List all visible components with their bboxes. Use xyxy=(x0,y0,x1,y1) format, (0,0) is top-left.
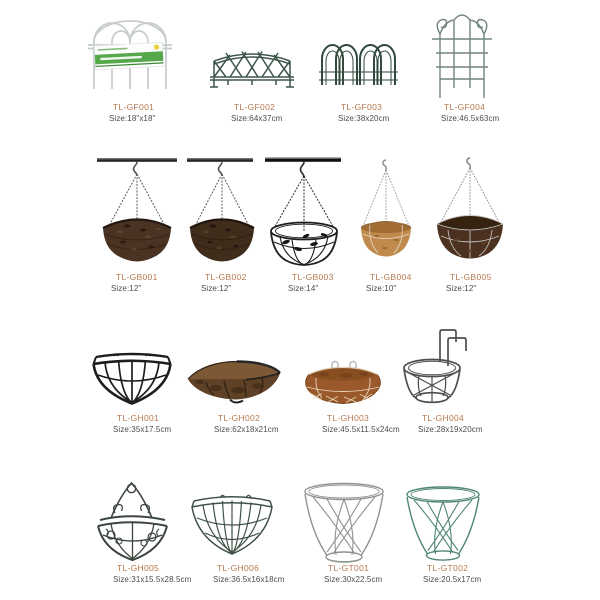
product-size: Size:10" xyxy=(366,284,397,293)
product-size: Size:46.5x63cm xyxy=(441,114,500,123)
product-size: Size:12" xyxy=(201,284,232,293)
scroll-wall-basket-wire-image xyxy=(94,476,172,564)
product-code: TL-GB003 xyxy=(292,272,334,282)
product-code: TL-GH005 xyxy=(117,563,160,573)
product-cell-tl-gt001 xyxy=(302,480,386,585)
product-cell-tl-gt002 xyxy=(404,484,482,585)
hanging-basket-coco-image xyxy=(96,156,178,268)
product-size: Size:14" xyxy=(288,284,319,293)
product-size: Size:28x19x20cm xyxy=(418,425,483,434)
product-code: TL-GT001 xyxy=(328,563,370,573)
product-code: TL-GH001 xyxy=(117,413,160,423)
product-cell-tl-gf001 xyxy=(86,12,174,124)
flared-wire-topiary-green-image xyxy=(404,484,482,564)
half-round-wall-basket-wire-image xyxy=(190,488,274,560)
hanging-basket-wire-leaf-image xyxy=(264,156,344,272)
product-size: Size:12" xyxy=(446,284,477,293)
flared-wire-topiary-gray-image xyxy=(302,480,386,566)
product-cell-tl-gf003 xyxy=(318,38,398,126)
product-cell-tl-gh005 xyxy=(94,476,192,585)
product-size: Size:12" xyxy=(111,284,142,293)
product-size: Size:31x15.5x28.5cm xyxy=(113,575,192,584)
product-cell-tl-gh003 xyxy=(302,360,400,435)
oval-trough-coco-image xyxy=(302,360,384,408)
product-code: TL-GT002 xyxy=(427,563,469,573)
boat-wall-trough-coco-image xyxy=(186,356,282,406)
product-cell-tl-gh002 xyxy=(186,356,282,435)
product-code: TL-GF001 xyxy=(113,102,155,112)
product-cell-tl-gh006 xyxy=(190,488,285,585)
product-code: TL-GF004 xyxy=(444,102,486,112)
arch-border-fence-image xyxy=(318,38,398,88)
product-cell-tl-gb004 xyxy=(352,158,420,296)
product-cell-tl-gb005 xyxy=(434,156,506,296)
product-code: TL-GH003 xyxy=(327,413,370,423)
product-cell-tl-gf004 xyxy=(428,8,500,126)
product-cell-tl-gh004 xyxy=(402,326,483,435)
product-size: Size:62x18x21cm xyxy=(214,425,279,434)
product-code: TL-GH004 xyxy=(422,413,465,423)
railing-pot-holder-wire-image xyxy=(402,326,474,406)
product-code: TL-GB001 xyxy=(116,272,158,282)
product-cell-tl-gb001 xyxy=(96,156,178,296)
product-code: TL-GH002 xyxy=(218,413,261,423)
product-size: Size:20.5x17cm xyxy=(423,575,482,584)
product-cell-tl-gb003 xyxy=(264,156,344,296)
hanging-basket-wide-coco-image xyxy=(434,156,506,268)
hanging-basket-tan-coco-image xyxy=(352,158,420,268)
product-size: Size:18"x18" xyxy=(109,114,156,123)
white-arch-garden-fence-image xyxy=(86,12,174,96)
product-code: TL-GB005 xyxy=(450,272,492,282)
product-code: TL-GF003 xyxy=(341,102,383,112)
product-cell-tl-gb002 xyxy=(186,156,258,296)
product-code: TL-GB002 xyxy=(205,272,247,282)
product-cell-tl-gh001 xyxy=(92,350,172,435)
product-code: TL-GB004 xyxy=(370,272,412,282)
product-size: Size:64x37cm xyxy=(231,114,283,123)
lattice-garden-fence-image xyxy=(208,44,296,90)
product-size: Size:38x20cm xyxy=(338,114,390,123)
product-code: TL-GH006 xyxy=(217,563,260,573)
product-code: TL-GF002 xyxy=(234,102,276,112)
product-size: Size:35x17.5cm xyxy=(113,425,172,434)
product-size: Size:30x22.5cm xyxy=(324,575,383,584)
scroll-trellis-image xyxy=(428,8,496,104)
product-cell-tl-gf002 xyxy=(208,44,296,126)
product-size: Size:36.5x16x18cm xyxy=(213,575,285,584)
half-round-wall-basket-black-image xyxy=(92,350,172,406)
product-size: Size:45.5x11.5x24cm xyxy=(322,425,400,434)
hanging-basket-coco-image xyxy=(186,156,258,268)
